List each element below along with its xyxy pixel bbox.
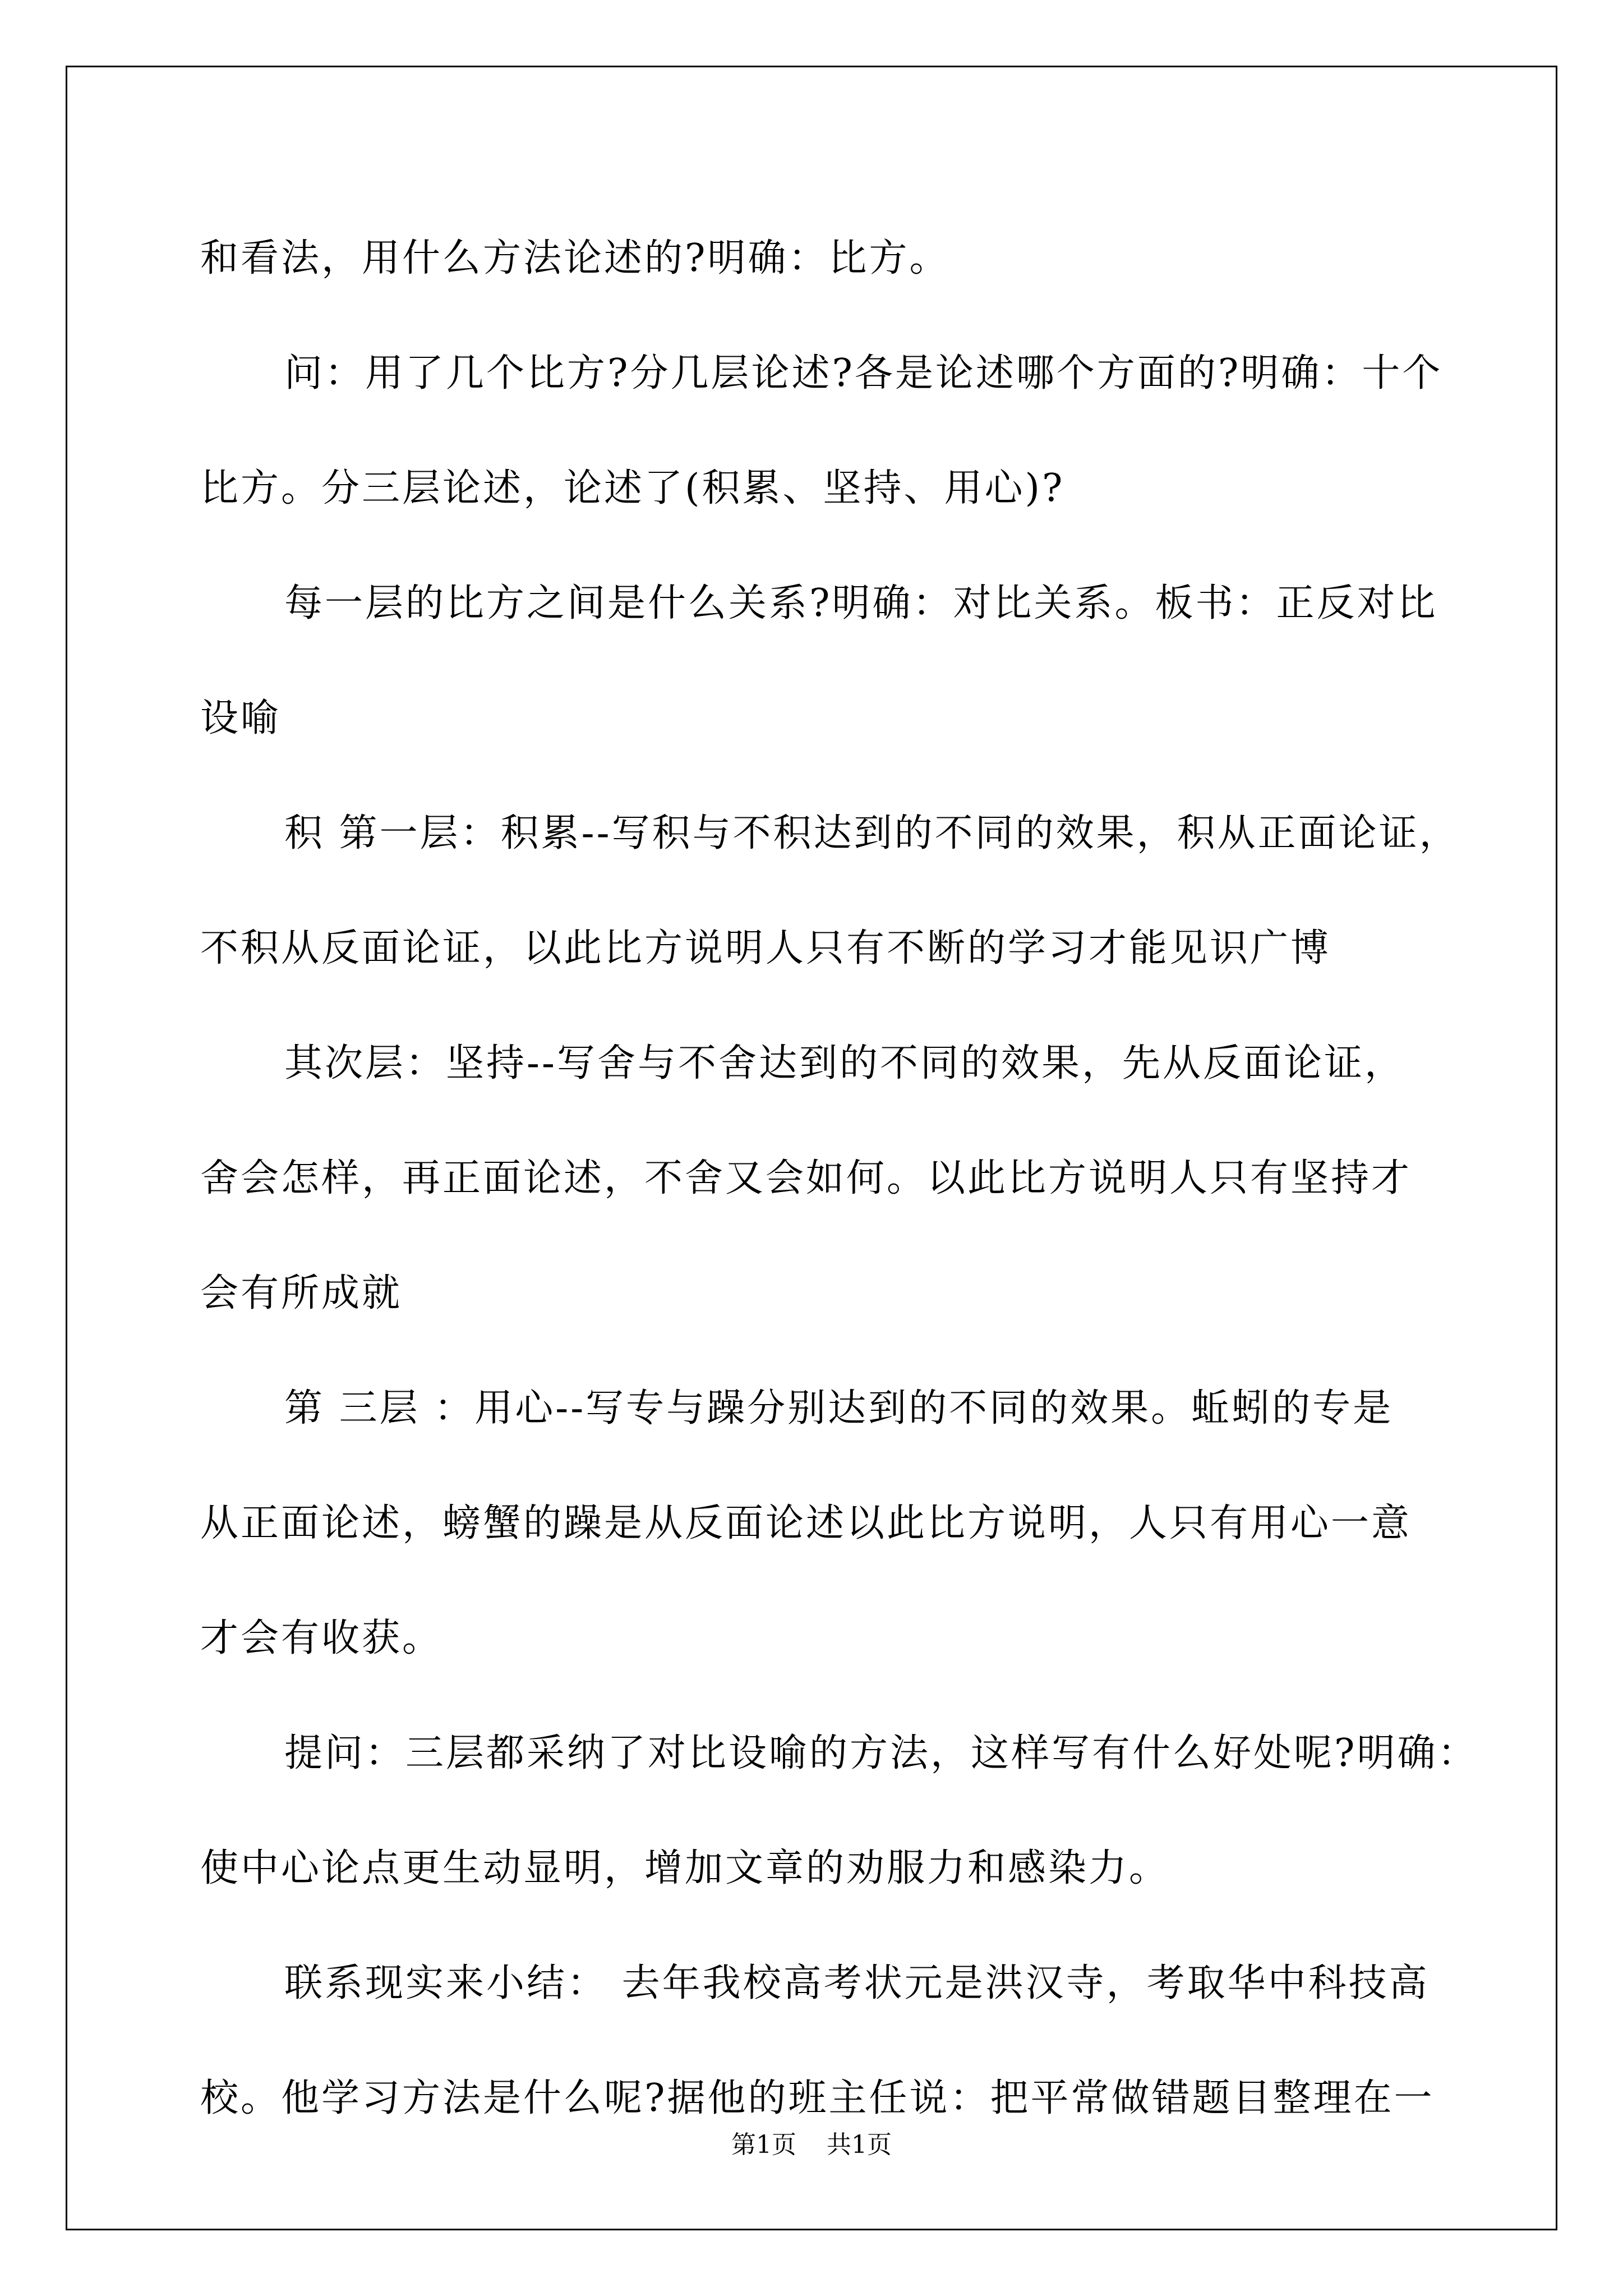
paragraph-5 — [200, 1006, 1428, 1351]
text-line: 积 第一层：积累--写积与不积达到的不同的效果，积从正面论证， — [284, 811, 1460, 855]
page-footer — [0, 2124, 1623, 2160]
text-line: 问：用了几个比方?分几层论述?各是论述哪个方面的?明确：十个 — [284, 351, 1443, 395]
text-line: 提问：三层都采纳了对比设喻的方法，这样写有什么好处呢?明确： — [284, 1731, 1478, 1775]
paragraph-3 — [200, 546, 1438, 776]
paragraph-8 — [200, 1926, 1435, 2156]
text-line: 其次层：坚持--写舍与不舍达到的不同的效果，先从反面论证， — [284, 1041, 1405, 1085]
text-line: 会有所成就 — [200, 1271, 403, 1315]
text-line: 每一层的比方之间是什么关系?明确：对比关系。板书：正反对比 — [284, 581, 1438, 625]
text-line: 使中心论点更生动显明，增加文章的劝服力和感染力。 — [200, 1846, 1170, 1890]
paragraph-2 — [200, 316, 1443, 546]
page-number-total: 共1页 — [827, 2131, 892, 2159]
text-line: 联系现实来小结： 去年我校高考状元是洪汉寺，考取华中科技高 — [284, 1961, 1430, 2005]
text-line: 舍会怎样，再正面论述，不舍又会如何。以此比方说明人只有坚持才 — [200, 1156, 1412, 1200]
paragraph-6 — [200, 1351, 1428, 1696]
text-line: 校。他学习方法是什么呢?据他的班主任说：把平常做错题目整理在一 — [200, 2076, 1435, 2120]
document-body — [200, 201, 1478, 2156]
text-line: 不积从反面论证，以此比方说明人只有不断的学习才能见识广博 — [200, 926, 1331, 970]
text-line: 设喻 — [200, 696, 282, 740]
text-line: 比方。分三层论述，论述了(积累、坚持、用心)? — [200, 466, 1065, 510]
text-line: 才会有收获。 — [200, 1616, 443, 1660]
page-number-current: 第1页 — [731, 2131, 796, 2159]
text-line: 第 三层 ：用心--写专与躁分别达到的不同的效果。蚯蚓的专是 — [284, 1386, 1394, 1430]
text-line: 从正面论述，螃蟹的躁是从反面论述以此比方说明，人只有用心一意 — [200, 1501, 1412, 1545]
paragraph-7 — [200, 1696, 1478, 1926]
paragraph-4 — [200, 776, 1460, 1006]
text-line: 和看法，用什么方法论述的?明确：比方。 — [200, 236, 950, 280]
paragraph-1 — [200, 201, 1428, 316]
